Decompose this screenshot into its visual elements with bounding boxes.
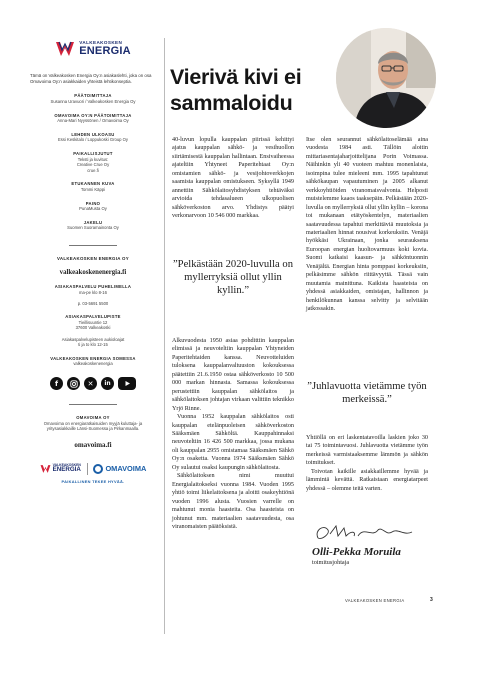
logo-wordmark-top: VALKEAKOSKEN: [79, 39, 123, 45]
footer-publication: VALKEAKOSKEN ENERGIA: [345, 598, 405, 603]
company-heading: VALKEAKOSKEN ENERGIA OY: [56, 255, 130, 261]
credit-item: [30, 181, 156, 192]
divider: [69, 404, 117, 405]
credit-value: Suomen Suoramainonta Oy: [67, 225, 119, 231]
credit-label: PAINO: [85, 200, 101, 206]
credit-label: OMAVOIMA OY:N PÄÄTOIMITTAJA: [54, 112, 132, 118]
article-column-2-bottom: [306, 434, 428, 493]
contact-value: ma-pe klo 8-16 p. 03-5691 5500: [77, 289, 109, 306]
pull-quote-1: ”Pelkästään 2020-luvulla on myllerryksiä ollut yllin kyllin.”: [172, 259, 294, 296]
credit-value: Tommi Käppi: [80, 186, 106, 192]
article-paragraph: Yhtiöllä on eri laskentatavoilla laskien joko 30 tai 75 toimintavuosi. Juhlavuotta vietämme työn merkeissä varmistaaksemme lämmön ja sähkön toimitukset.: [306, 435, 428, 467]
credit-label: PÄÄTOIMITTAJA: [74, 93, 112, 99]
column-separator: [164, 38, 165, 634]
credit-item: [30, 151, 156, 173]
omavoima-mark-icon: [93, 464, 103, 474]
credit-label: PAIKALLISJUTUT: [73, 150, 113, 156]
article-title: Vierivä kivi ei sammaloidu: [170, 65, 302, 115]
valkeakosken-energia-small-logo: [40, 464, 81, 474]
logo-separator: [87, 463, 88, 475]
credits-list: [30, 93, 156, 231]
social-heading: VALKEAKOSKEN ENERGIA SOMESSA: [50, 355, 136, 361]
article-paragraph: Toivotan kaikille asiakkaillemme hyvää ja lämmintä kevättä. Ratkaistaan energiatarpeet yhdessä – olemme teitä varten.: [306, 468, 428, 492]
article-paragraph: 40-luvun lopulla kauppalan piirissä kehittyi ajatus kauppalan sähkö- ja vesihuollon siirtämisestä kauppalan hallintaan. Ensivaiheessa ajateltiin Yhtyneet Paperitehtaat Oy:n omistamien sähkö- ja vesijohtoverkkojen saamista kauppalan omistukseen. Syksyllä 1949 annettiin Sähkölaitosyhdistyksen tehtäväksi arvioida tehdasalueen ulkopuolisen sähköverkoston arvo. Yhdistys päätyi verkonarvoon 10 546 000 markkaa.: [172, 137, 294, 220]
partner-logos: [30, 463, 156, 475]
credit-label: LEHDEN ULKOASU: [71, 131, 115, 137]
valkeakosken-energia-logo: [30, 38, 156, 60]
logo-wordmark-bottom: ENERGIA: [79, 45, 131, 58]
handwritten-signature: [312, 520, 432, 544]
divider: [69, 245, 117, 246]
article-column-1-top: [172, 136, 294, 221]
credit-item: [30, 93, 156, 104]
contact-item: [30, 314, 156, 348]
credit-item: [30, 132, 156, 143]
credit-label: ETUKANNEN KUVA: [71, 181, 115, 187]
article-paragraph: Sähkölaitoksen nimi muuttui Energialaitokseksi vuonna 1984. Vuoden 1995 yhtiö toimi liikelaitoksena ja aloitti osakeyhtiönä vuoden 1996 alusta. Vuosien varrelle on mahtunut monia haasteita. Osa haasteista on johtunut mm. materiaalien saatavuudesta, osa viranomaisten päätöksistä.: [172, 473, 294, 530]
page-number: 3: [430, 597, 433, 603]
social-handle: valkeakoskenenergia: [73, 361, 113, 367]
pull-quote-2: ”Juhlavuotta vietämme työn merkeissä.”: [307, 381, 427, 405]
portrait-image: [336, 28, 436, 128]
social-icons: [30, 377, 156, 390]
credit-value: Teksti ja kuvitus: Creative Crue Oy crue.fi: [76, 156, 110, 173]
omavoima-website-link[interactable]: omavoima.fi: [74, 440, 112, 449]
article-paragraph: Vuonna 1952 kauppalan sähkölaitos osti kauppalan etelänpuoleisen sähköverkoston Sääksmäen Sähköltä. Kauppahinnaksi neuvoteltiin 16 426 500 markkaa, jossa mukana oli kauppalan 2955 omistamaa Sääksmäen Sähkö Oy:n osaketta. Vuonna 1974 Sääksmäen Sähkö Oy sulautui osaksi kaupungin sähkölaitosta.: [172, 414, 294, 471]
linkedin-icon[interactable]: in: [101, 377, 114, 390]
credit-item: [30, 201, 156, 212]
x-icon[interactable]: ✕: [84, 377, 97, 390]
signer-title: toimitusjohtaja: [312, 559, 350, 566]
omavoima-description: Omavoima on energiaratkaisuiden myyjä kuluttaja- ja yritysasiakkaille Länsi-Suomessa ja Pirkanmaalla.: [43, 420, 143, 432]
contact-value: Tieillisuuntie 12 37600 Valkeakoski Asiakaspalvelupisteen aukioloajat ti ja to klo 12-15: [61, 319, 125, 348]
credit-value: Essi Keskitalo / Loppukoski Group Oy: [57, 137, 129, 143]
author-portrait: [336, 28, 436, 128]
tagline: PAIKALLINEN TEKEE HYVÄÄ.: [61, 478, 125, 484]
credit-value: PunaMusta Oy: [79, 206, 107, 212]
logo-mark-icon: [55, 40, 75, 58]
article-column-1-bottom: [172, 337, 294, 531]
small-logo-top: VALKEAKOSKEN: [52, 463, 81, 467]
credit-label: JAKELU: [83, 219, 103, 225]
contact-label: ASIAKASPALVELU PUHELIMELLA: [54, 283, 132, 289]
contact-item: [30, 284, 156, 306]
logo-mark-icon: [40, 464, 51, 474]
contacts-list: [30, 284, 156, 348]
article-paragraph: Itse olen seurannut sähkölaitoselämää aina vuodesta 1984 asti. Tällöin aloitin mittariasentajaharjoittelijana Porin Voimassa. Näihinkin yli 40 vuoteen mahtuu monenlaista, isoimpina tulee mieleeni mm. 1995 tapahtunut sähkökaupan vapautuminen ja 2005 alkanut verkkoyhtiöiden viranomaisvalvonta. Helposti muistelemme kaaos taaksepäin. Pelkästään 2020-luvulla on myllerryksiä ollut yllin kyllin – korona toi mukanaan etätyöskentelyn, materiaalien saatavuudessa tapahtui merkittäviä muutoksia ja materiaalien hinnat nousivat korkeuksiin. Venäjä hyökkäsi Ukrainaan, jonka seurauksena Euroopan energian huoltovarmuus koki kovia. Suomi katkaisi kaasun- ja sähköntuonnin Venäjältä. Energian hinta pomppasi korkeuksiin, pelkäsimme sähkön riittävyyttä. Tässä vain muutamia mainittuna. Kaikista haasteista on yhdessä asiakkaiden, omistajan, hallinnon ja henkilökunnan kanssa selvitty ja selvitään jatkossakin.: [306, 137, 428, 313]
credit-item: [30, 220, 156, 231]
colophon-sidebar: [30, 38, 156, 484]
credit-value: Anna-Mari Nyyssönen / Omavoima Oy: [57, 118, 129, 124]
contact-label: ASIAKASPALVELUPISTE: [65, 314, 121, 320]
omavoima-heading: OMAVOIMA OY: [76, 415, 110, 421]
omavoima-logo: [93, 464, 146, 474]
facebook-icon[interactable]: f: [50, 377, 63, 390]
credit-value: Susanna Uravuori / Valkeakosken Energia Oy: [50, 99, 136, 104]
credit-item: [30, 113, 156, 124]
website-link[interactable]: valkeakoskenenergia.fi: [59, 268, 127, 276]
signer-name: Olli-Pekka Moruila: [312, 546, 401, 558]
article-column-2-top: [306, 136, 428, 314]
article-paragraph: Alkuvuodesta 1950 asiaa pohdittiin kauppalan elimissä ja neuvoteltiin kauppalan Yhtyneiden Paperitehtaiden kanssa. Neuvotteluiden tuloksena kauppalanvaltuuston kokouksessa päätettiin 21.6.1950 ostaa sähköverkosto 10 500 000 markan hinnasta. Samassa kokouksessa perustettiin kauppalan sähkölaitos ja sähkölaitoksen johtajan virkaan valittiin teknikko Yrjö Rinne.: [172, 338, 294, 412]
omavoima-wordmark: OMAVOIMA: [105, 464, 147, 474]
youtube-icon[interactable]: [118, 377, 136, 390]
intro-text: Tämä on Valkeakosken Energia Oy:n asiakaslehti, joka on osa Omavoima Oy:n asiakkaiden yhteistä lehtikonseptia.: [30, 73, 152, 85]
small-logo-bottom: ENERGIA: [52, 466, 81, 474]
instagram-icon[interactable]: [67, 377, 80, 390]
